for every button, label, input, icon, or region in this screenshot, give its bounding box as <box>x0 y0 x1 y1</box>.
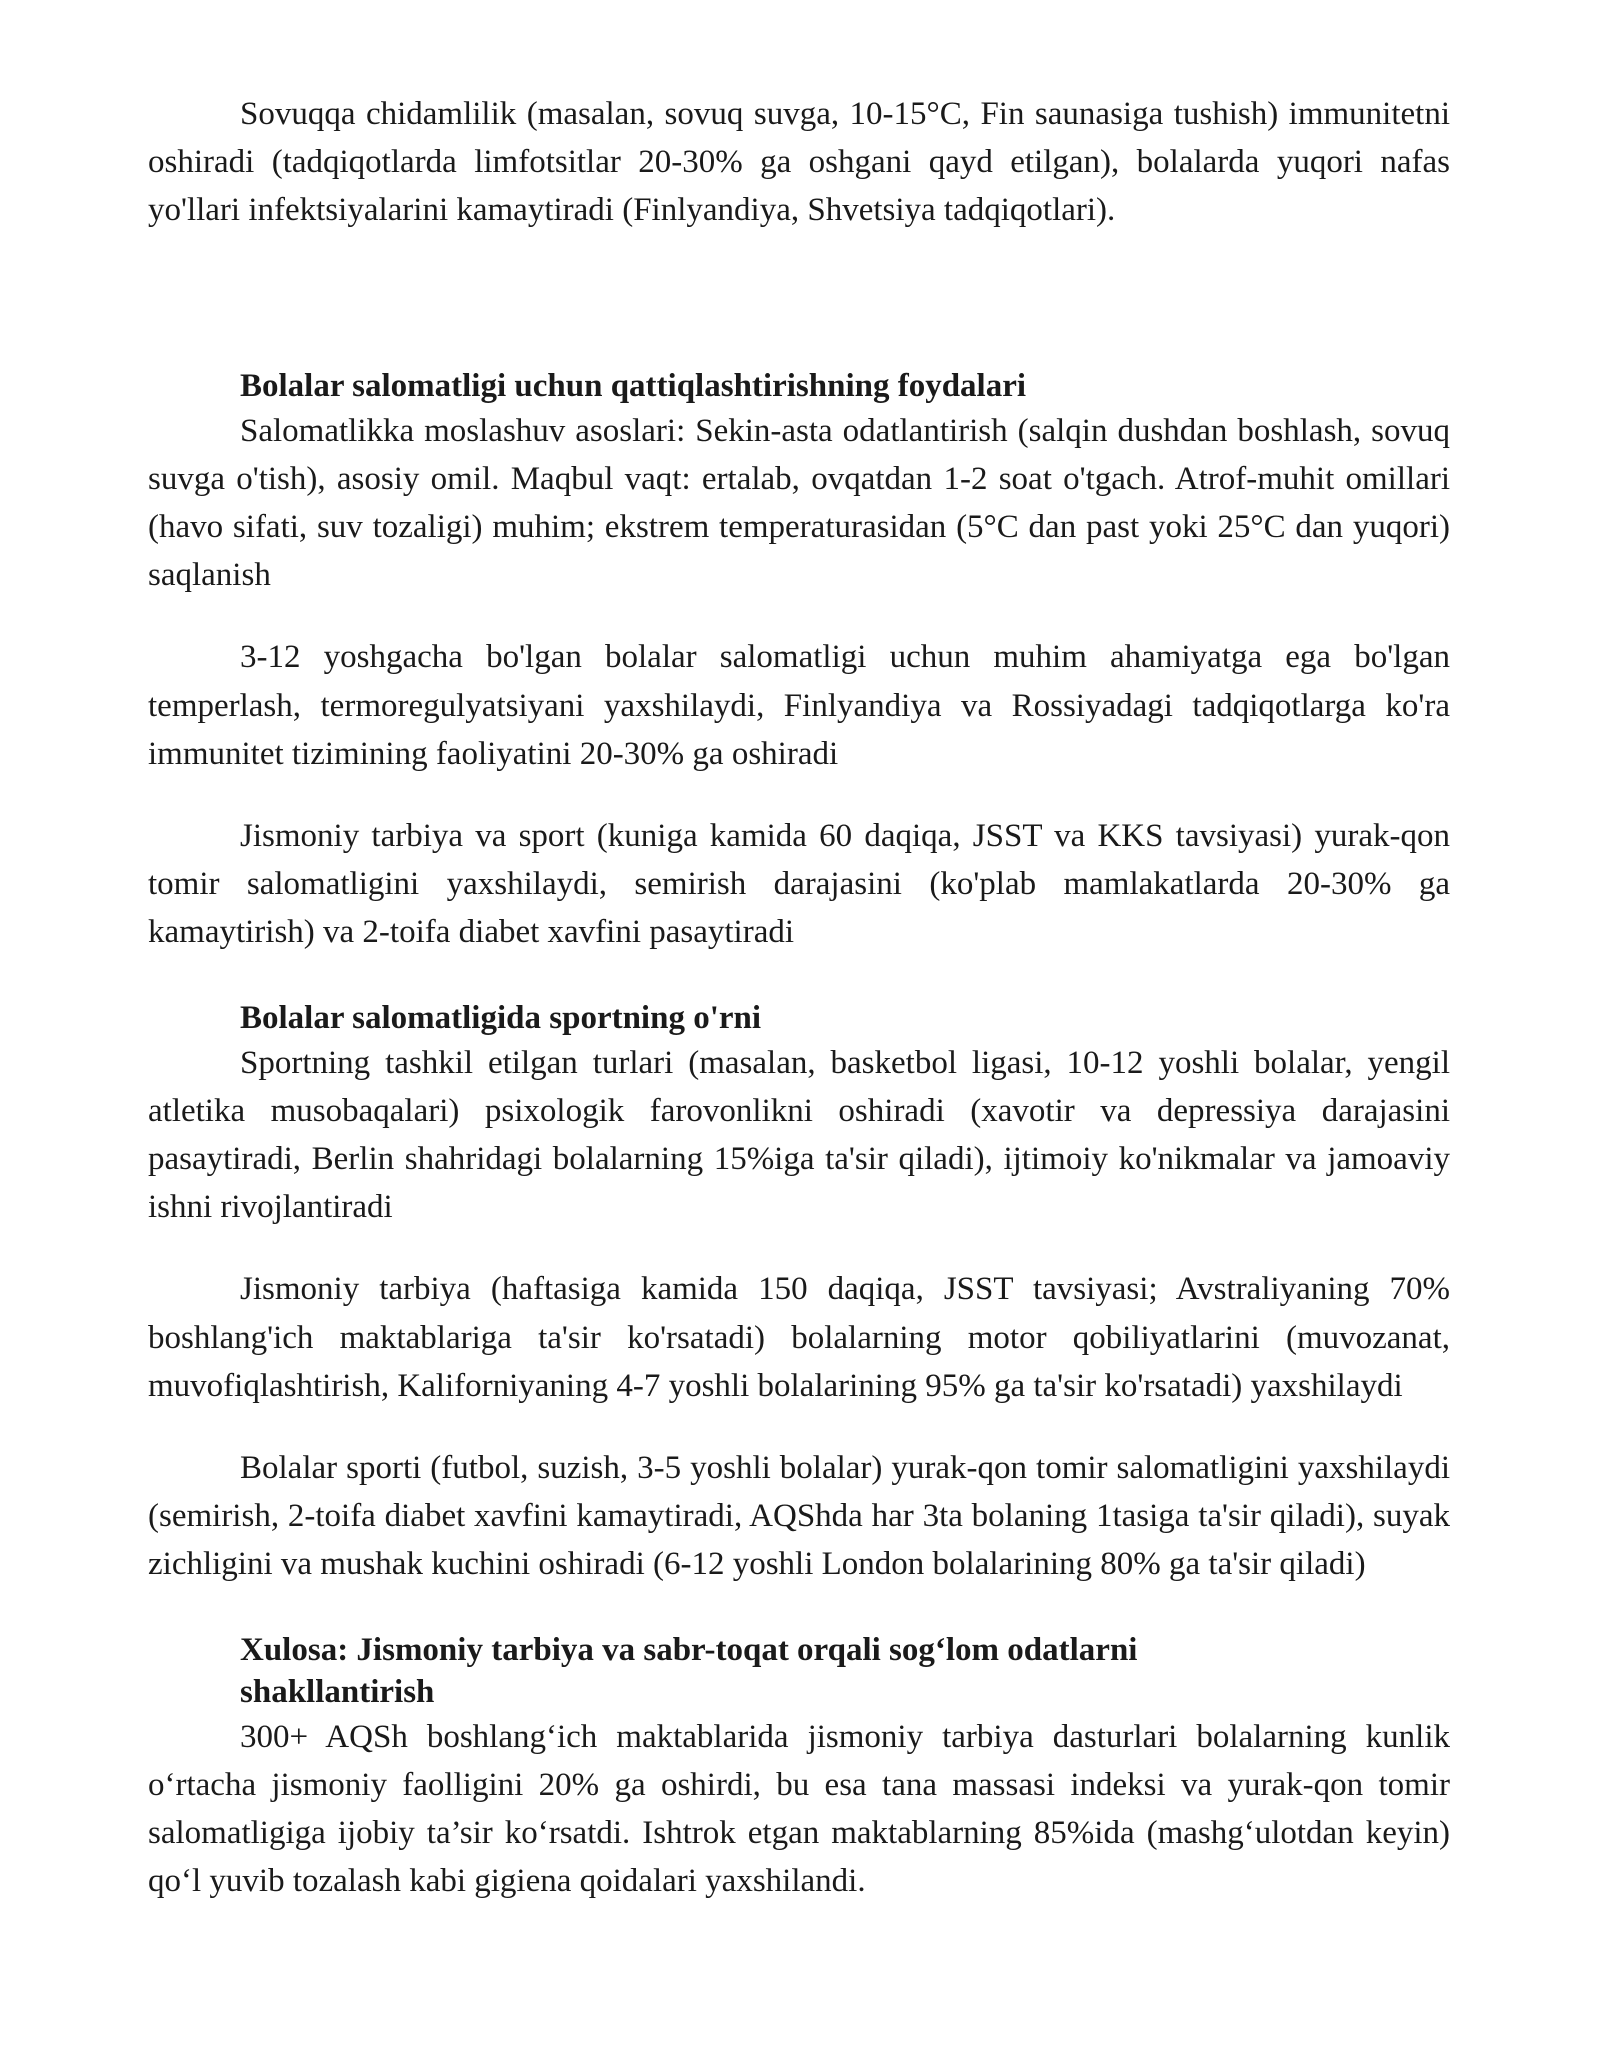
section-heading-sport-role: Bolalar salomatligida sportning o'rni <box>240 999 762 1036</box>
paragraph-adaptation-basics: Salomatlikka moslashuv asoslari: Sekin-asta odatlantirish (salqin dushdan boshlash, sovuq suvga o'tish), asosiy omil. Maqbul vaqt: ertalab, ovqatdan 1-2 soat o'tgach. Atrof-muhit omillari (havo sifati, suv tozaligi) muhim; ekstrem temperaturasidan (5°C dan past yoki 25°C dan yuqori) saqlanish <box>148 412 1450 594</box>
paragraph-physical-education-daily: Jismoniy tarbiya va sport (kuniga kamida 60 daqiqa, JSST va KKS tavsiyasi) yurak-qon tomir salomatligini yaxshilaydi, semirish darajasini (ko'plab mamlakatlarda 20-30% ga kamaytirish) va 2-toifa diabet xavfini pasaytiradi <box>148 818 1450 951</box>
intro-paragraph: Sovuqqa chidamlilik (masalan, sovuq suvga, 10-15°C, Fin saunasiga tushish) immunitetni oshiradi (tadqiqotlarda limfotsitlar 20-30% ga oshgani qayd etilgan), bolalarda yuqori nafas yo'llari infektsiyalarini kamaytiradi (Finlyandiya, Shvetsiya tadqiqotlari). <box>148 96 1450 229</box>
conclusion-heading-line-2: shakllantirish <box>240 1673 435 1710</box>
paragraph-conclusion: 300+ AQSh boshlang‘ich maktablarida jismoniy tarbiya dasturlari bolalarning kunlik o‘rtacha jismoniy faolligini 20% ga oshirdi, bu esa tana massasi indeksi va yurak-qon tomir salomatligiga ijobiy ta’sir ko‘rsatdi. Ishtrok etgan maktablarning 85%ida (mashg‘ulotdan keyin) qo‘l yuvib tozalash kabi gigiena qoidalari yaxshilandi. <box>148 1718 1450 1900</box>
section-heading-conclusion <box>148 1629 1450 1713</box>
paragraph-organized-sports: Sportning tashkil etilgan turlari (masalan, basketbol ligasi, 10-12 yoshli bolalar, yengil atletika musobaqalari) psixologik farovonlikni oshiradi (xavotir va depressiya darajasini pasaytiradi, Berlin shahridagi bolalarning 15%iga ta'sir qiladi), ijtimoiy ko'nikmalar va jamoaviy ishni rivojlantiradi <box>148 1044 1450 1226</box>
document-page <box>148 90 1450 1905</box>
paragraph-children-sports: Bolalar sporti (futbol, suzish, 3-5 yoshli bolalar) yurak-qon tomir salomatligini yaxshilaydi (semirish, 2-toifa diabet xavfini kamaytiradi, AQShda har 3ta bolaning 1tasiga ta'sir qiladi), suyak zichligini va mushak kuchini oshiradi (6-12 yoshli London bolalarining 80% ga ta'sir qiladi) <box>148 1450 1450 1583</box>
paragraph-tempering: 3-12 yoshgacha bo'lgan bolalar salomatligi uchun muhim ahamiyatga ega bo'lgan temperlash, termoregulyatsiyani yaxshilaydi, Finlyandiya va Rossiyadagi tadqiqotlarga ko'ra immunitet tizimining faoliyatini 20-30% ga oshiradi <box>148 639 1450 772</box>
section-heading-hardening-benefits: Bolalar salomatligi uchun qattiqlashtirishning foydalari <box>240 367 1027 404</box>
paragraph-physical-education-weekly: Jismoniy tarbiya (haftasiga kamida 150 daqiqa, JSST tavsiyasi; Avstraliyaning 70% boshlang'ich maktablariga ta'sir ko'rsatadi) bolalarning motor qobiliyatlarini (muvozanat, muvofiqlashtirish, Kaliforniyaning 4-7 yoshli bolalarining 95% ga ta'sir ko'rsatadi) yaxshilaydi <box>148 1271 1450 1404</box>
conclusion-heading-line-1: Xulosa: Jismoniy tarbiya va sabr-toqat orqali sog‘lom odatlarni <box>240 1631 1138 1668</box>
